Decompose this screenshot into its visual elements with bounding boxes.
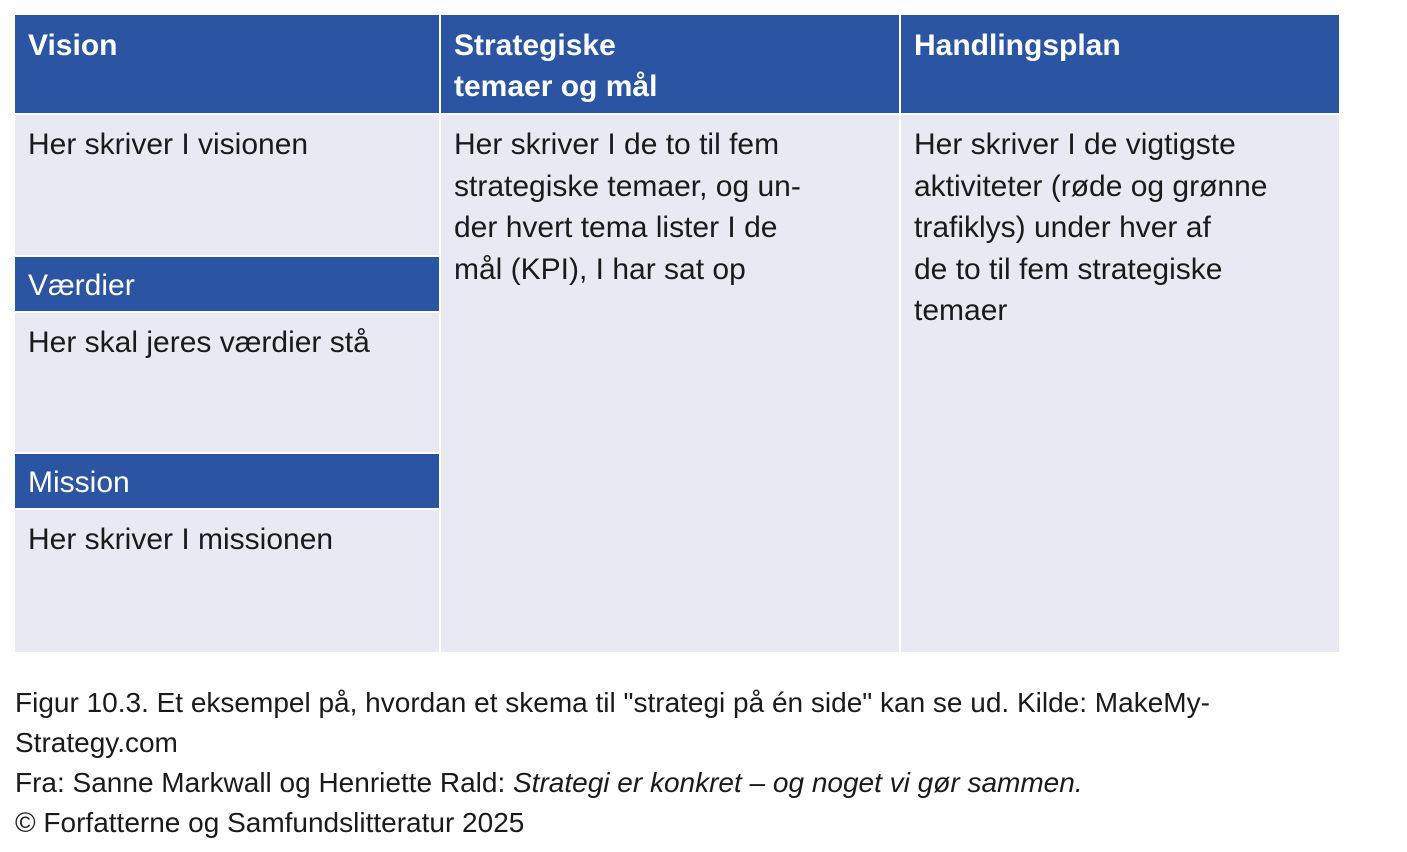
mission-header [15, 454, 439, 508]
header-vision-label: Vision [28, 29, 118, 62]
caption-source [15, 763, 1400, 803]
action-plan-cell [901, 115, 1339, 652]
header-strategic-line-1: Strategiske [454, 29, 616, 62]
action-text-line: Her skriver I de vigtigste [914, 128, 1236, 161]
strategic-text-line: der hvert tema lister I de [454, 211, 778, 244]
action-text-line: de to til fem strategiske [914, 252, 1223, 286]
values-header-label: Værdier [28, 269, 135, 302]
action-text-line: temaer [914, 294, 1008, 327]
mission-header-label: Mission [28, 466, 130, 499]
header-vision [15, 15, 439, 113]
action-text-line: trafiklys) under hver af [914, 211, 1211, 244]
header-strategic-themes [441, 15, 899, 113]
values-cell [15, 313, 439, 452]
strategic-themes-cell [441, 115, 899, 652]
header-action-plan [901, 15, 1339, 113]
strategic-text-line: mål (KPI), I har sat op [454, 252, 746, 286]
mission-text: Her skriver I missionen [28, 523, 334, 556]
caption-line-2: Strategy.com [15, 727, 178, 758]
values-text: Her skal jeres værdier stå [28, 326, 370, 359]
mission-cell [15, 510, 439, 652]
header-action-plan-label: Handlingsplan [914, 29, 1121, 62]
strategic-text-line: Her skriver I de to til fem [454, 128, 780, 161]
strategic-text-line: strategiske temaer, og un- [454, 169, 801, 203]
source-book-title: Strategi er konkret – og noget vi gør sammen. [513, 767, 1083, 798]
action-text-line: aktiviteter (røde og grønne [914, 169, 1268, 203]
vision-cell [15, 115, 439, 255]
caption-copyright: © Forfatterne og Samfundslitteratur 2025 [15, 807, 525, 838]
header-strategic-line-2: temaer og mål [454, 70, 658, 103]
strategy-one-page-table [15, 15, 1339, 652]
source-prefix: Fra: Sanne Markwall og Henriette Rald: [15, 767, 513, 798]
figure-caption [15, 683, 1400, 843]
caption-line-1: Figur 10.3. Et eksempel på, hvordan et skema til "strategi på én side" kan se ud. Kilde: MakeMy- [15, 687, 1210, 718]
values-header [15, 257, 439, 311]
vision-text: Her skriver I visionen [28, 128, 309, 161]
